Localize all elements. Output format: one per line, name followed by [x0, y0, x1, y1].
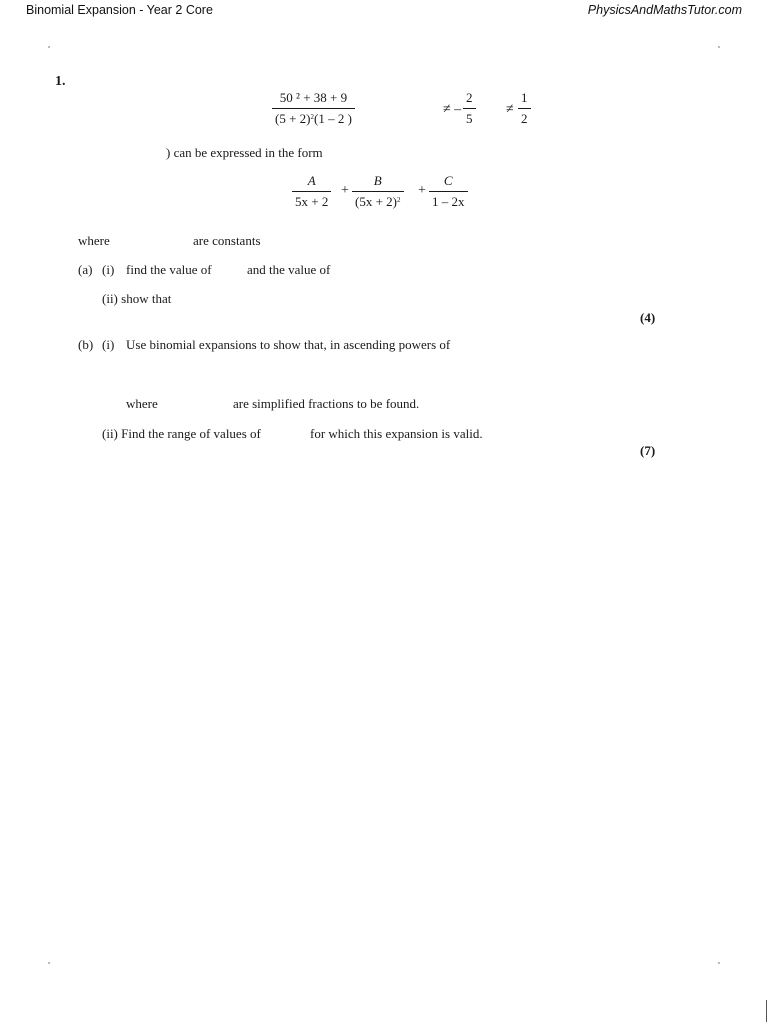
part-b-label: (b): [78, 337, 94, 352]
part-a-i-label: (i): [102, 262, 115, 277]
question-number: 1.: [55, 74, 66, 89]
term-2-den-base: (5x + 2): [355, 194, 397, 209]
corner-dot-bottom-right: [718, 962, 720, 964]
part-b-i-label: (i): [102, 337, 115, 352]
part-b-marks: (7): [640, 443, 656, 458]
part-a-marks: (4): [640, 310, 656, 325]
edge-line: [766, 1000, 767, 1022]
constants-label: are constants: [193, 233, 261, 248]
header-brand: PhysicsAndMathsTutor.com: [587, 3, 742, 17]
restriction-2-symbol: ≠: [506, 102, 514, 117]
main-den-exponent: 2: [310, 113, 314, 121]
restriction-2-fraction: [518, 90, 531, 127]
part-b-fractions-text: are simplified fractions to be found.: [233, 396, 420, 411]
main-fraction: [272, 90, 355, 127]
partial-term-3: [429, 173, 468, 210]
where-label: where: [78, 233, 110, 248]
restriction-1-symbol: ≠ –: [443, 102, 462, 117]
part-a-i-text-2: and the value of: [247, 262, 331, 277]
corner-dot-bottom-left: [48, 962, 50, 964]
main-den-part-b: (1 – 2 ): [314, 111, 352, 126]
partial-term-1: [292, 173, 331, 210]
plus-1: +: [341, 183, 349, 198]
term-2-numerator: B: [373, 173, 382, 188]
partial-term-2: [352, 173, 404, 210]
main-fraction-denominator: [272, 108, 355, 127]
header-title: Binomial Expansion - Year 2 Core: [26, 3, 213, 17]
part-b-where: where: [126, 396, 158, 411]
restriction-1-numerator: 2: [466, 90, 473, 105]
restriction-2-denominator: 2: [518, 108, 531, 127]
corner-dot-top-right: [718, 46, 720, 48]
restriction-1-denominator: 5: [463, 108, 476, 127]
part-b-ii-text-2: for which this expansion is valid.: [310, 426, 483, 441]
restriction-2-numerator: 1: [521, 90, 528, 105]
part-a-label: (a): [78, 262, 93, 277]
term-3-numerator: C: [443, 173, 453, 188]
corner-dot-top-left: [48, 46, 50, 48]
main-fraction-numerator: 50 ² + 38 + 9: [279, 90, 348, 105]
term-2-den-exponent: 2: [397, 196, 401, 204]
restriction-1-fraction: [463, 90, 476, 127]
part-b-i-text: Use binomial expansions to show that, in ascending powers of: [126, 337, 451, 352]
plus-2: +: [418, 183, 426, 198]
term-1-denominator: 5x + 2: [292, 191, 331, 210]
intro-line: ) can be expressed in the form: [166, 145, 323, 160]
part-a-ii-text: (ii) show that: [102, 291, 172, 306]
part-a-i-text-1: find the value of: [126, 262, 212, 277]
main-den-part-a: (5 + 2): [275, 111, 311, 126]
term-3-denominator: 1 – 2x: [429, 191, 468, 210]
part-b-ii-text-1: (ii) Find the range of values of: [102, 426, 261, 441]
term-1-numerator: A: [307, 173, 316, 188]
term-2-denominator: [352, 191, 404, 210]
